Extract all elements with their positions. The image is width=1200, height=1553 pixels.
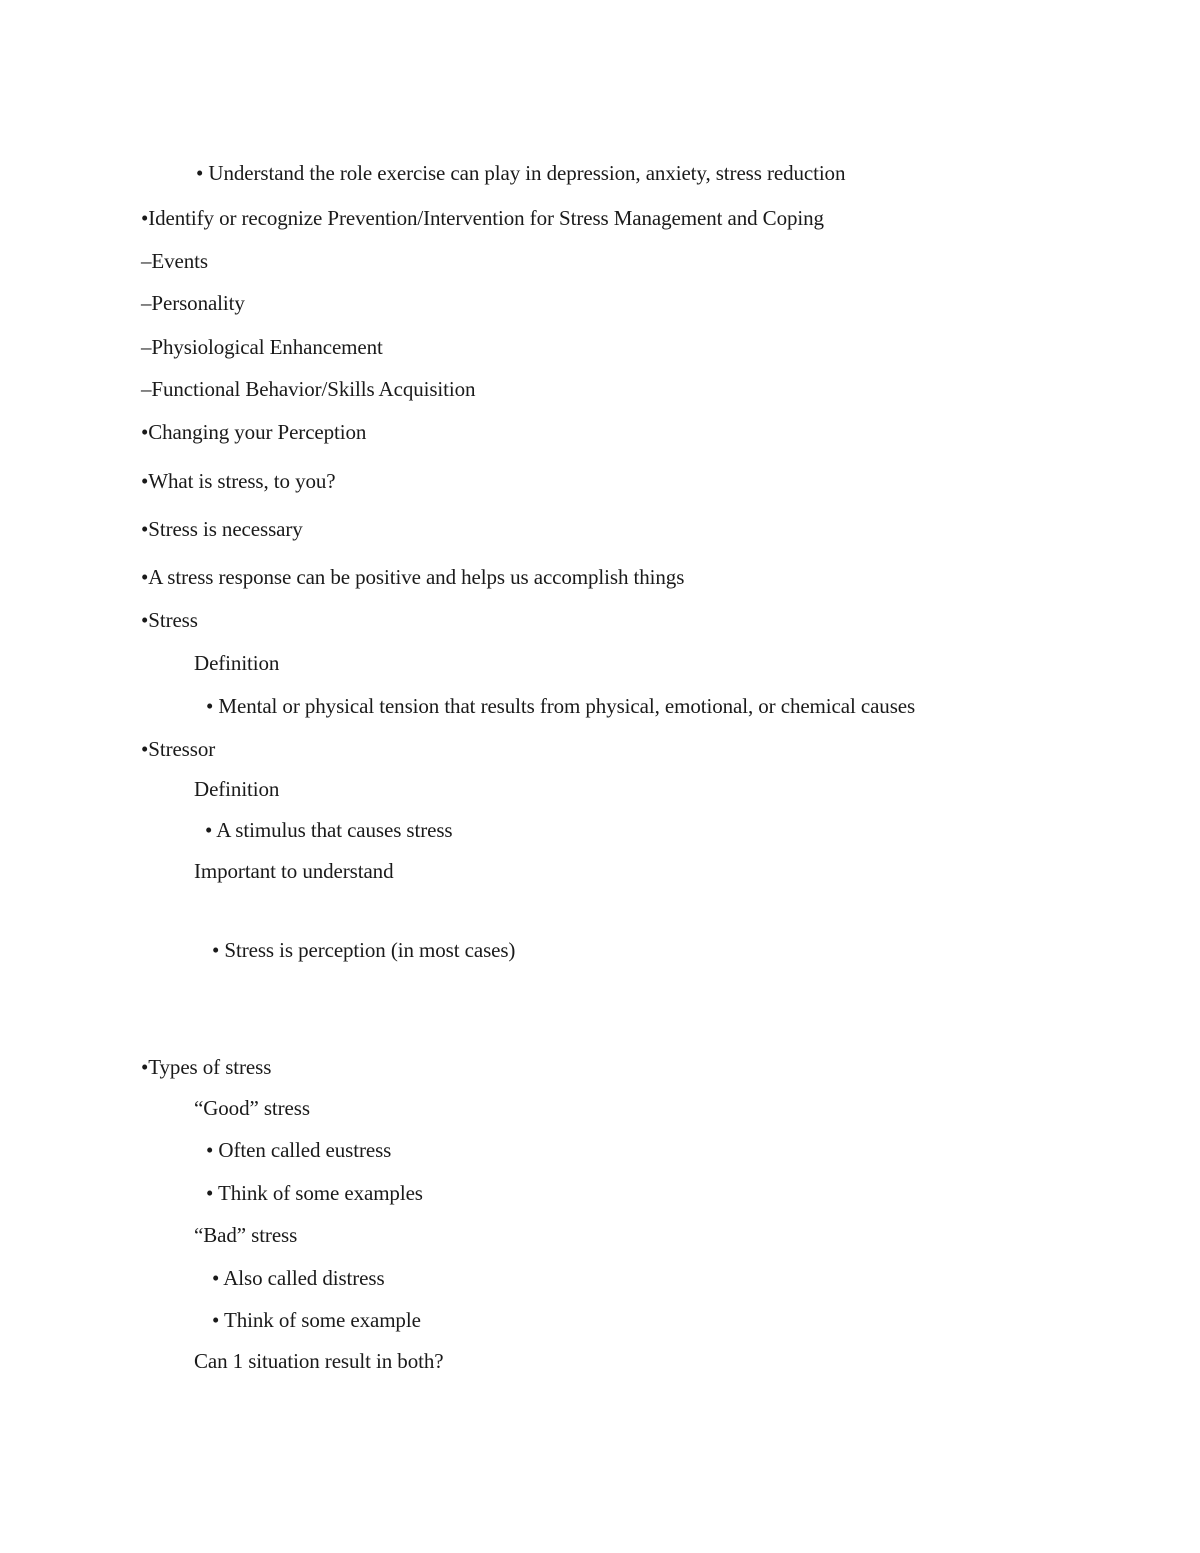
distress-text: • Also called distress — [212, 1266, 385, 1290]
bullet-changing-perception: •Changing your Perception — [141, 420, 367, 444]
important-to-understand: Important to understand — [194, 859, 394, 883]
stress-definition-label: Definition — [194, 651, 280, 675]
bullet-what-is-stress: •What is stress, to you? — [141, 469, 336, 493]
bullet-stress-response-positive: •A stress response can be positive and helps us accomplish things — [141, 565, 685, 589]
bullet-understand-exercise-role: • Understand the role exercise can play in depression, anxiety, stress reduction — [196, 161, 846, 185]
bullet-stress-necessary: •Stress is necessary — [141, 517, 303, 541]
dash-functional-behavior: –Functional Behavior/Skills Acquisition — [141, 377, 476, 401]
good-stress-examples: • Think of some examples — [206, 1181, 423, 1205]
stress-definition-text: • Mental or physical tension that results from physical, emotional, or chemical causes — [206, 694, 916, 718]
dash-events: –Events — [141, 249, 208, 273]
eustress-text: • Often called eustress — [206, 1138, 392, 1162]
bullet-stress: •Stress — [141, 608, 198, 632]
dash-personality: –Personality — [141, 291, 245, 315]
both-situation-question: Can 1 situation result in both? — [194, 1349, 444, 1373]
bad-stress-example: • Think of some example — [212, 1308, 421, 1332]
dash-physiological-enhancement: –Physiological Enhancement — [141, 335, 383, 359]
stressor-definition-label: Definition — [194, 777, 280, 801]
bad-stress-label: “Bad” stress — [194, 1223, 298, 1247]
bullet-types-of-stress: •Types of stress — [141, 1055, 272, 1079]
stressor-definition-text: • A stimulus that causes stress — [205, 818, 453, 842]
good-stress-label: “Good” stress — [194, 1096, 310, 1120]
bullet-stressor: •Stressor — [141, 737, 216, 761]
stress-is-perception: • Stress is perception (in most cases) — [212, 938, 516, 962]
bullet-identify-prevention-intervention: •Identify or recognize Prevention/Intervention for Stress Management and Coping — [141, 206, 824, 230]
